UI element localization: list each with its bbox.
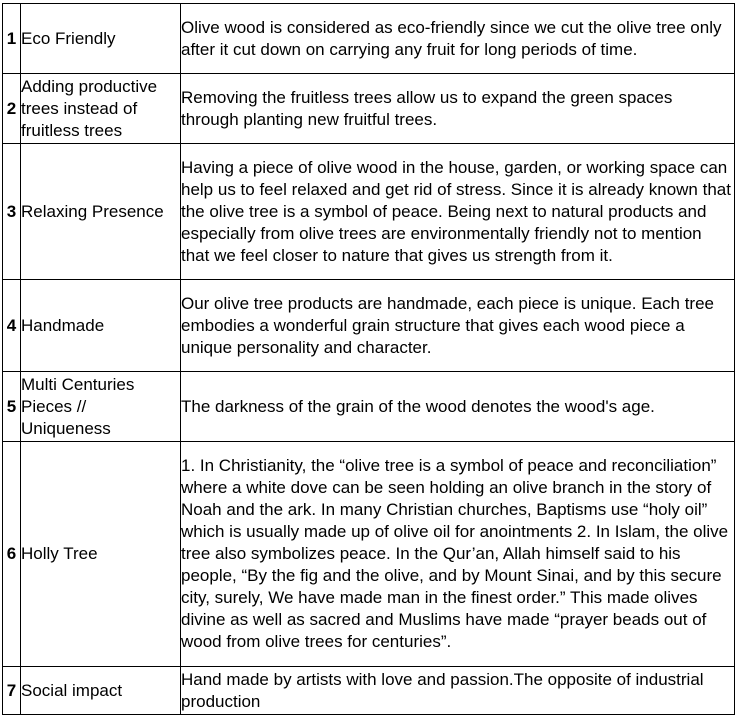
table-row: [3, 280, 735, 372]
table-row: [3, 667, 735, 715]
row-title: Eco Friendly: [21, 4, 181, 74]
row-number: 2: [3, 74, 21, 144]
row-description: Having a piece of olive wood in the house, garden, or working space can help us to feel relaxed and get rid of stress. Since it is already known that the olive tree is a symbol of peace. Being next to natural products and especially from olive trees are environmentally friendly not to mention that we feel closer to nature that gives us strength from it.: [181, 144, 735, 280]
row-description: Our olive tree products are handmade, each piece is unique. Each tree embodies a wonderful grain structure that gives each wood piece a unique personality and character.: [181, 280, 735, 372]
row-description: 1. In Christianity, the “olive tree is a symbol of peace and reconciliation” where a white dove can be seen holding an olive branch in the story of Noah and the ark. In many Christian churches, Baptisms use “holy oil” which is usually made up of olive oil for anointments 2. In Islam, the olive tree also symbolizes peace. In the Qur’an, Allah himself said to his people, “By the fig and the olive, and by Mount Sinai, and by this secure city, surely, We have made man in the finest order.” This made olives divine as well as sacred and Muslims have made “prayer beads out of wood from olive trees for centuries”.: [181, 442, 735, 667]
row-number: 4: [3, 280, 21, 372]
row-description: Hand made by artists with love and passion.The opposite of industrial production: [181, 667, 735, 715]
table-row: [3, 442, 735, 667]
row-number: 1: [3, 4, 21, 74]
row-description: The darkness of the grain of the wood denotes the wood's age.: [181, 372, 735, 442]
row-number: 3: [3, 144, 21, 280]
row-title: Multi Centuries Pieces // Uniqueness: [21, 372, 181, 442]
features-table: [2, 3, 735, 715]
table-row: [3, 4, 735, 74]
row-description: Olive wood is considered as eco-friendly since we cut the olive tree only after it cut down on carrying any fruit for long periods of time.: [181, 4, 735, 74]
row-title: Social impact: [21, 667, 181, 715]
row-number: 7: [3, 667, 21, 715]
row-title: Holly Tree: [21, 442, 181, 667]
row-number: 6: [3, 442, 21, 667]
row-title: Adding productive trees instead of fruitless trees: [21, 74, 181, 144]
table-row: [3, 372, 735, 442]
row-number: 5: [3, 372, 21, 442]
row-title: Handmade: [21, 280, 181, 372]
table-row: [3, 74, 735, 144]
row-title: Relaxing Presence: [21, 144, 181, 280]
row-description: Removing the fruitless trees allow us to expand the green spaces through planting new fruitful trees.: [181, 74, 735, 144]
table-row: [3, 144, 735, 280]
